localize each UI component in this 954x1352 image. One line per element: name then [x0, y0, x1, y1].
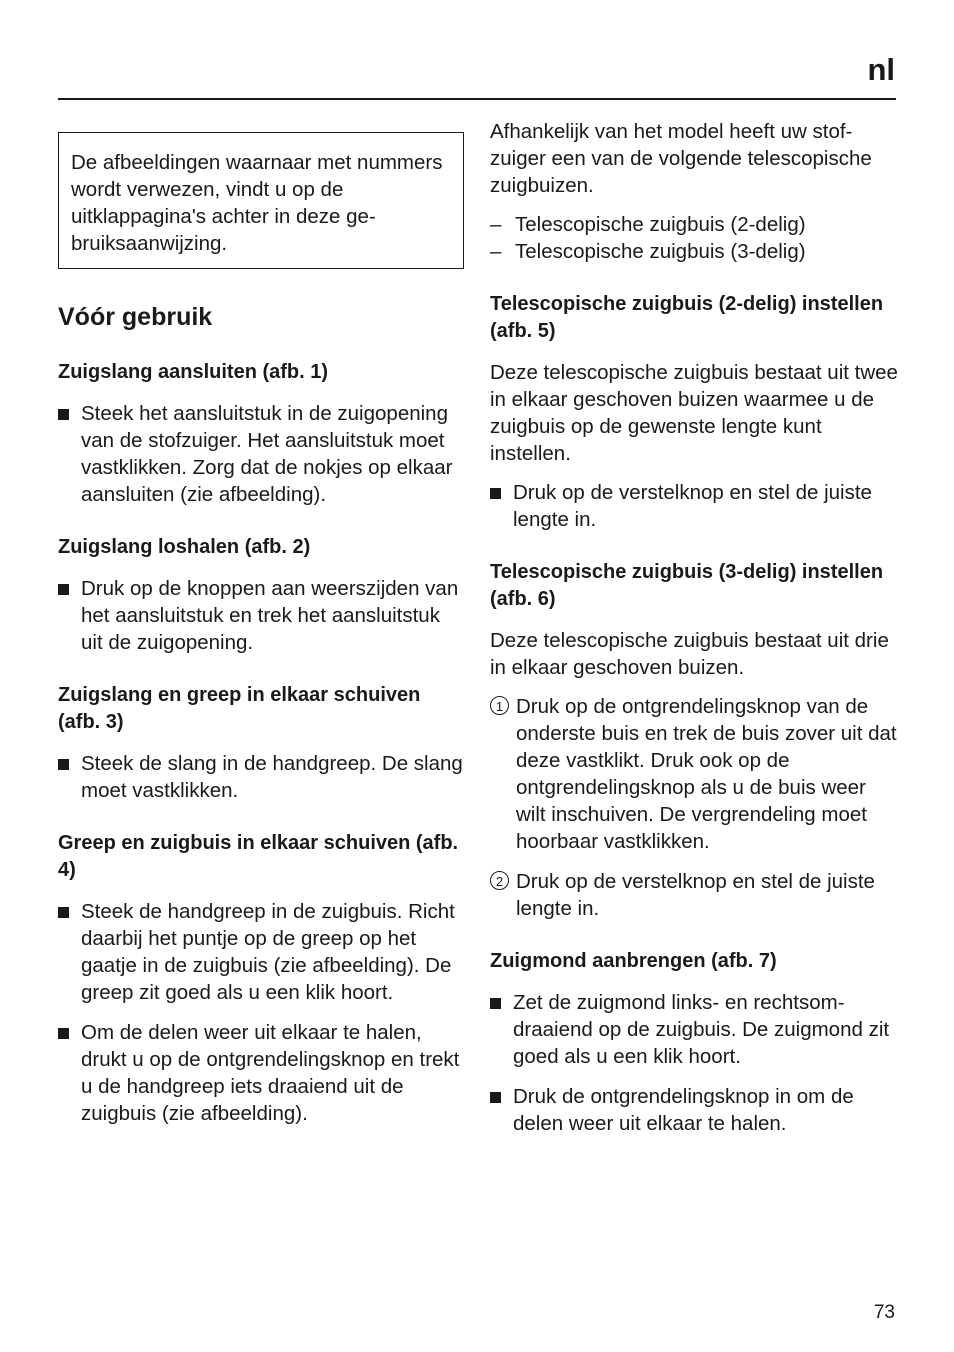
- intro-text: Afhankelijk van het model heeft uw stofzuiger een van de volgende telescopische zuigbuizen.: [490, 120, 872, 197]
- dash-icon: –: [490, 240, 502, 263]
- bullet-square-icon: [490, 488, 501, 499]
- heading-afb-1: Zuigslang aansluiten (afb. 1): [58, 361, 329, 383]
- bullet-square-icon: [490, 998, 501, 1009]
- step-text: Druk op de ontgrendelingsknop van de onderste buis en trek de buis zover uit dat deze vastklikt. Druk ook op de ontgrendelingsknop als u de buis weer wilt inschuiven. De vergrendeling moet hoorbaar vastklikken.: [516, 695, 897, 853]
- bullet-item: [58, 898, 464, 1006]
- bullet-square-icon: [58, 759, 69, 770]
- heading-afb-7: Zuigmond aanbrengen (afb. 7): [490, 950, 777, 972]
- bullet-square-icon: [58, 907, 69, 918]
- heading-afb-4: Greep en zuigbuis in elkaar schuiven (afb. 4): [58, 832, 459, 881]
- bullet-text: Druk de ontgrendelingsknop in om de delen weer uit elkaar te halen.: [513, 1085, 854, 1135]
- bullet-text: Steek de handgreep in de zuigbuis. Richt daarbij het puntje op de greep op het gaatje in de zuigbuis (zie afbeelding). De greep zit goed als u een klik hoort.: [81, 900, 455, 1004]
- bullet-text: Om de delen weer uit elkaar te halen, drukt u op de ontgrendelingsknop en trekt u de handgreep iets draaiend uit de zuigbuis (zie afbeelding).: [81, 1021, 460, 1125]
- notice-box: De afbeeldingen waarnaar met nummers wordt verwezen, vindt u op de uitklappagina's achter in deze gebruiksaanwijzing.: [58, 132, 464, 269]
- dash-text: Telescopische zuigbuis (3-delig): [515, 240, 806, 263]
- dash-text: Telescopische zuigbuis (2-delig): [515, 213, 806, 236]
- bullet-item: [490, 1083, 898, 1137]
- step-text: Druk op de verstelknop en stel de juiste lengte in.: [516, 870, 875, 920]
- paragraph: Deze telescopische zuigbuis bestaat uit twee in elkaar geschoven buizen waarmee u de zuigbuis op de gewenste lengte kunt instellen.: [490, 361, 898, 465]
- language-label: nl: [867, 52, 895, 87]
- bullet-text: Zet de zuigmond links- en rechtsomdraaiend op de zuigbuis. De zuigmond zit goed als u een klik hoort.: [513, 991, 890, 1068]
- bullet-square-icon: [58, 584, 69, 595]
- bullet-text: Steek het aansluitstuk in de zuigopening van de stofzuiger. Het aansluitstuk moet vastklikken. Zorg dat de nokjes op elkaar aansluiten (zie afbeelding).: [81, 402, 453, 506]
- page-number: 73: [873, 1302, 895, 1323]
- step-number-icon: 1: [490, 696, 509, 715]
- bullet-item: [58, 400, 464, 508]
- bullet-item: [58, 750, 464, 804]
- step-item: [490, 693, 898, 855]
- bullet-text: Druk op de knoppen aan weerszijden van het aansluitstuk en trek het aansluitstuk uit de zuigopening.: [81, 577, 459, 654]
- bullet-text: Steek de slang in de handgreep. De slang moet vastklikken.: [81, 752, 463, 802]
- bullet-item: [490, 989, 898, 1070]
- header-rule: [58, 98, 896, 100]
- heading-afb-2: Zuigslang loshalen (afb. 2): [58, 536, 311, 558]
- heading-afb-6: Telescopische zuigbuis (3-delig) instellen (afb. 6): [490, 561, 884, 610]
- step-number-icon: 2: [490, 871, 509, 890]
- dash-item: [490, 211, 898, 238]
- bullet-item: [58, 1019, 464, 1127]
- step-item: [490, 868, 898, 922]
- right-column: [490, 118, 898, 1150]
- paragraph: Deze telescopische zuigbuis bestaat uit drie in elkaar geschoven buizen.: [490, 629, 889, 679]
- bullet-square-icon: [58, 409, 69, 420]
- bullet-item: [490, 479, 898, 533]
- heading-afb-5: Telescopische zuigbuis (2-delig) instellen (afb. 5): [490, 293, 884, 342]
- dash-icon: –: [490, 213, 502, 236]
- bullet-square-icon: [490, 1092, 501, 1103]
- section-title: Vóór gebruik: [58, 303, 213, 331]
- dash-item: [490, 238, 898, 265]
- bullet-square-icon: [58, 1028, 69, 1039]
- heading-afb-3: Zuigslang en greep in elkaar schuiven (afb. 3): [58, 684, 421, 733]
- bullet-text: Druk op de verstelknop en stel de juiste lengte in.: [513, 481, 872, 531]
- bullet-item: [58, 575, 464, 656]
- left-column: [58, 118, 464, 1140]
